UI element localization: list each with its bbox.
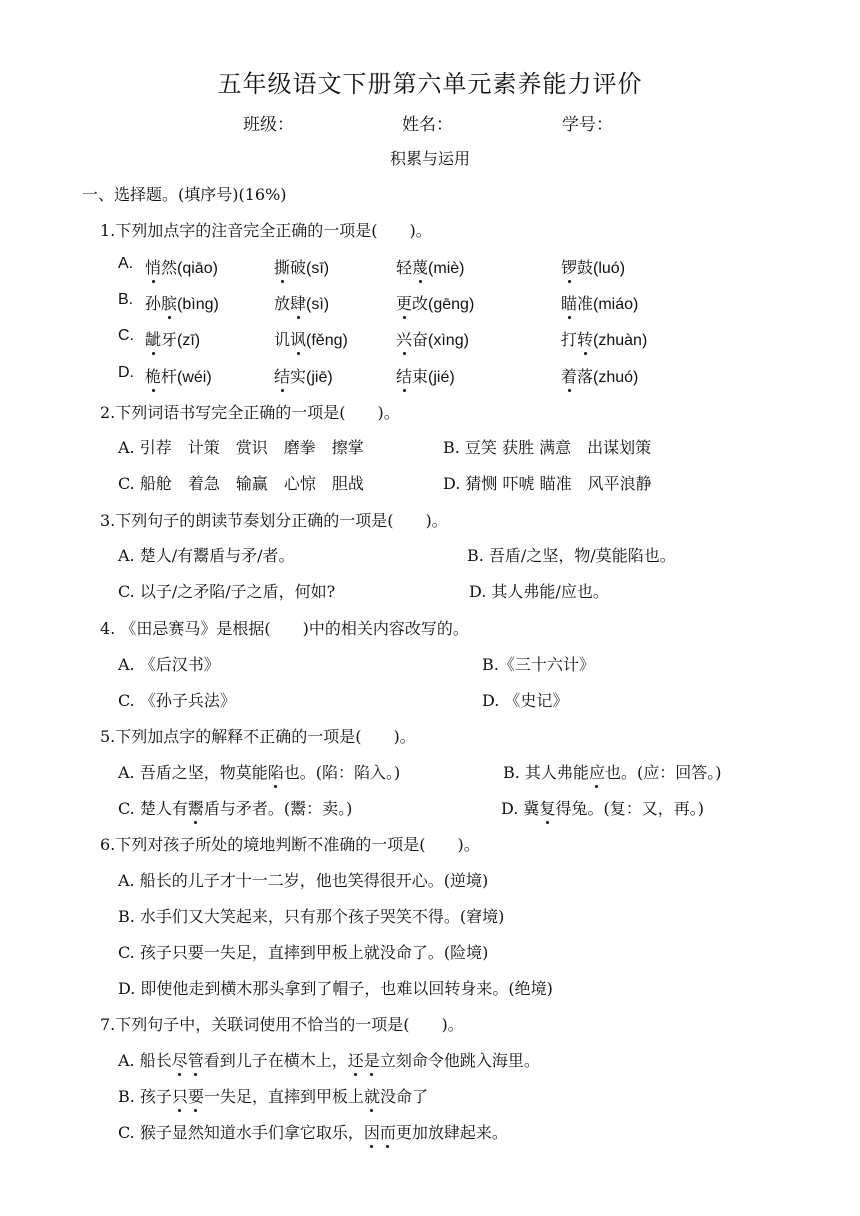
question-7-option-b bbox=[118, 1084, 428, 1107]
dotted-character: 讽 bbox=[290, 327, 306, 350]
pinyin-item bbox=[145, 327, 200, 350]
option-text: C. 楚人有 bbox=[118, 799, 188, 818]
question-5-option-b bbox=[503, 760, 721, 783]
question-3-stem: 3.下列句子的朗读节奏划分正确的一项是( )。 bbox=[100, 511, 448, 530]
dotted-character: 龇 bbox=[145, 327, 161, 350]
item-text: 轻 bbox=[396, 258, 413, 277]
dotted-character: 兴 bbox=[396, 327, 412, 350]
question-1-option-letter: C. bbox=[118, 327, 134, 344]
pinyin-item bbox=[396, 255, 464, 278]
pinyin-item bbox=[561, 291, 638, 314]
dotted-character: 膑 bbox=[161, 291, 177, 314]
dotted-character: 因 bbox=[364, 1120, 380, 1143]
pinyin-item bbox=[274, 291, 329, 314]
dotted-character: 悄 bbox=[145, 255, 161, 278]
question-5-option-c bbox=[118, 796, 352, 819]
question-5-option-a bbox=[118, 760, 400, 783]
pinyin-item bbox=[145, 291, 219, 314]
dotted-character: 撕 bbox=[274, 255, 290, 278]
question-3-option-b: B. 吾盾/之坚，物/莫能陷也。 bbox=[467, 546, 676, 565]
question-3-option-c: C. 以子/之矛陷/子之盾，何如? bbox=[118, 582, 336, 601]
option-text: D. 冀 bbox=[501, 799, 540, 818]
item-text: 奋(xìng) bbox=[412, 332, 469, 349]
dotted-character: 要 bbox=[188, 1084, 204, 1107]
item-text: 破(sī) bbox=[290, 260, 330, 277]
sentence-text: A. 船长 bbox=[118, 1051, 172, 1070]
question-2-option-b: B. 豆笑 获胜 满意 出谋划策 bbox=[443, 438, 652, 457]
item-text: 改(gēng) bbox=[412, 296, 475, 313]
item-text: 孙 bbox=[145, 294, 162, 313]
question-5-stem: 5.下列加点字的解释不正确的一项是( )。 bbox=[100, 727, 416, 746]
item-text: (bìng) bbox=[177, 296, 219, 313]
dotted-character: 而 bbox=[380, 1120, 396, 1143]
dotted-character: 锣 bbox=[561, 255, 577, 278]
pinyin-item bbox=[561, 364, 638, 387]
question-4-option-b: B.《三十六计》 bbox=[482, 655, 595, 674]
question-1-option-letter: D. bbox=[118, 364, 134, 381]
dotted-character: 尽 bbox=[172, 1048, 188, 1071]
dotted-character: 桅 bbox=[145, 364, 161, 387]
dotted-character: 就 bbox=[364, 1084, 380, 1107]
sentence-text: 一失足，直摔到甲板上 bbox=[203, 1087, 364, 1106]
student-info-line bbox=[0, 110, 860, 134]
question-1-option-letter: A. bbox=[118, 255, 134, 272]
question-6-option-d: D. 即使他走到横木那头拿到了帽子，也难以回转身来。(绝境) bbox=[118, 979, 553, 998]
option-text: 得兔。(复：又，再。) bbox=[555, 799, 704, 818]
question-2-option-c: C. 船舱 着急 输赢 心惊 胆战 bbox=[118, 474, 364, 493]
name-label: 姓名： bbox=[402, 115, 453, 135]
option-text: B. 其人弗能 bbox=[503, 763, 589, 782]
pinyin-item bbox=[145, 255, 218, 278]
question-7-option-c bbox=[118, 1120, 508, 1143]
pinyin-item bbox=[274, 255, 329, 278]
dotted-character: 着 bbox=[561, 364, 577, 387]
pinyin-item bbox=[274, 364, 333, 387]
class-label: 班级： bbox=[243, 115, 294, 135]
dotted-character: 结 bbox=[274, 364, 290, 387]
question-2-stem: 2.下列词语书写完全正确的一项是( )。 bbox=[100, 403, 400, 422]
item-text: 讥 bbox=[274, 330, 291, 349]
item-text: (fěng) bbox=[306, 332, 348, 349]
question-6-option-b: B. 水手们又大笑起来，只有那个孩子哭笑不得。(窘境) bbox=[118, 907, 505, 926]
question-2-option-d: D. 猜恻 吓唬 瞄准 风平浪静 bbox=[443, 474, 652, 493]
dotted-character: 只 bbox=[172, 1084, 188, 1107]
item-text: (sì) bbox=[306, 296, 330, 313]
pinyin-item bbox=[561, 327, 647, 350]
pinyin-item bbox=[145, 364, 212, 387]
question-4-option-c: C. 《孙子兵法》 bbox=[118, 691, 236, 710]
dotted-character: 更 bbox=[396, 291, 412, 314]
dotted-character: 复 bbox=[539, 796, 555, 819]
pinyin-item bbox=[561, 255, 625, 278]
item-text: 准(miáo) bbox=[577, 296, 639, 313]
dotted-character: 是 bbox=[364, 1048, 380, 1071]
question-4-stem: 4. 《田忌赛马》是根据( )中的相关内容改写的。 bbox=[100, 619, 469, 638]
question-3-option-a: A. 楚人/有鬻盾与矛/者。 bbox=[118, 546, 295, 565]
dotted-character: 陷 bbox=[268, 760, 284, 783]
question-6-option-c: C. 孩子只要一失足，直摔到甲板上就没命了。(险境) bbox=[118, 943, 489, 962]
option-text: 也。(陷：陷入。) bbox=[283, 763, 401, 782]
dotted-character: 应 bbox=[589, 760, 605, 783]
sentence-text: 没命了 bbox=[380, 1087, 429, 1106]
option-text: A. 吾盾之坚，物莫能 bbox=[118, 763, 268, 782]
question-5-option-d bbox=[501, 796, 704, 819]
sentence-text: B. 孩子 bbox=[118, 1087, 172, 1106]
section-heading: 积累与运用 bbox=[389, 149, 470, 168]
item-text: 束(jié) bbox=[412, 369, 455, 386]
student-id-label: 学号： bbox=[562, 115, 613, 135]
page-title: 五年级语文下册第六单元素养能力评价 bbox=[217, 70, 643, 98]
question-7-stem: 7.下列句子中，关联词使用不恰当的一项是( )。 bbox=[100, 1015, 464, 1034]
sentence-text: C. 猴子显然知道水手们拿它取乐， bbox=[118, 1123, 364, 1142]
pinyin-item bbox=[274, 327, 348, 350]
item-text: 实(jiē) bbox=[290, 369, 333, 386]
dotted-character: 鬻 bbox=[188, 796, 204, 819]
item-text: 然(qiāo) bbox=[161, 260, 218, 277]
dotted-character: 瞄 bbox=[561, 291, 577, 314]
question-4-option-a: A. 《后汉书》 bbox=[118, 655, 220, 674]
dotted-character: 蔑 bbox=[412, 255, 428, 278]
item-text: (miè) bbox=[428, 260, 465, 277]
dotted-character: 还 bbox=[348, 1048, 364, 1071]
option-text: 盾与矛者。(鬻：卖。) bbox=[203, 799, 353, 818]
question-3-option-d: D. 其人弗能/应也。 bbox=[469, 582, 609, 601]
item-text: 牙(zī) bbox=[161, 332, 201, 349]
question-6-option-a: A. 船长的儿子才十一二岁，他也笑得很开心。(逆境) bbox=[118, 871, 489, 890]
dotted-character: 肆 bbox=[290, 291, 306, 314]
sentence-text: 更加放肆起来。 bbox=[395, 1123, 508, 1142]
question-2-option-a: A. 引荐 计策 赏识 磨拳 擦掌 bbox=[118, 438, 364, 457]
question-6-stem: 6.下列对孩子所处的境地判断不准确的一项是( )。 bbox=[100, 835, 480, 854]
item-text: 落(zhuó) bbox=[577, 369, 639, 386]
question-7-option-a bbox=[118, 1048, 540, 1071]
question-1-option-letter: B. bbox=[118, 291, 134, 308]
item-text: 打 bbox=[561, 330, 578, 349]
dotted-character: 管 bbox=[188, 1048, 204, 1071]
item-text: 鼓(luó) bbox=[577, 260, 626, 277]
option-text: 也。(应：回答。) bbox=[604, 763, 722, 782]
sentence-text: 看到儿子在横木上， bbox=[203, 1051, 348, 1070]
dotted-character: 结 bbox=[396, 364, 412, 387]
part-heading: 一、选择题。(填序号)(16%) bbox=[82, 185, 287, 204]
dotted-character: 转 bbox=[577, 327, 593, 350]
item-text: (zhuàn) bbox=[593, 332, 648, 349]
pinyin-item bbox=[396, 327, 469, 350]
sentence-text: 立刻命令他跳入海里。 bbox=[379, 1051, 540, 1070]
pinyin-item bbox=[396, 291, 474, 314]
item-text: 杆(wéi) bbox=[161, 369, 212, 386]
question-4-option-d: D. 《史记》 bbox=[482, 691, 569, 710]
question-1-stem: 1.下列加点字的注音完全正确的一项是( )。 bbox=[100, 221, 432, 240]
pinyin-item bbox=[396, 364, 455, 387]
item-text: 放 bbox=[274, 294, 291, 313]
